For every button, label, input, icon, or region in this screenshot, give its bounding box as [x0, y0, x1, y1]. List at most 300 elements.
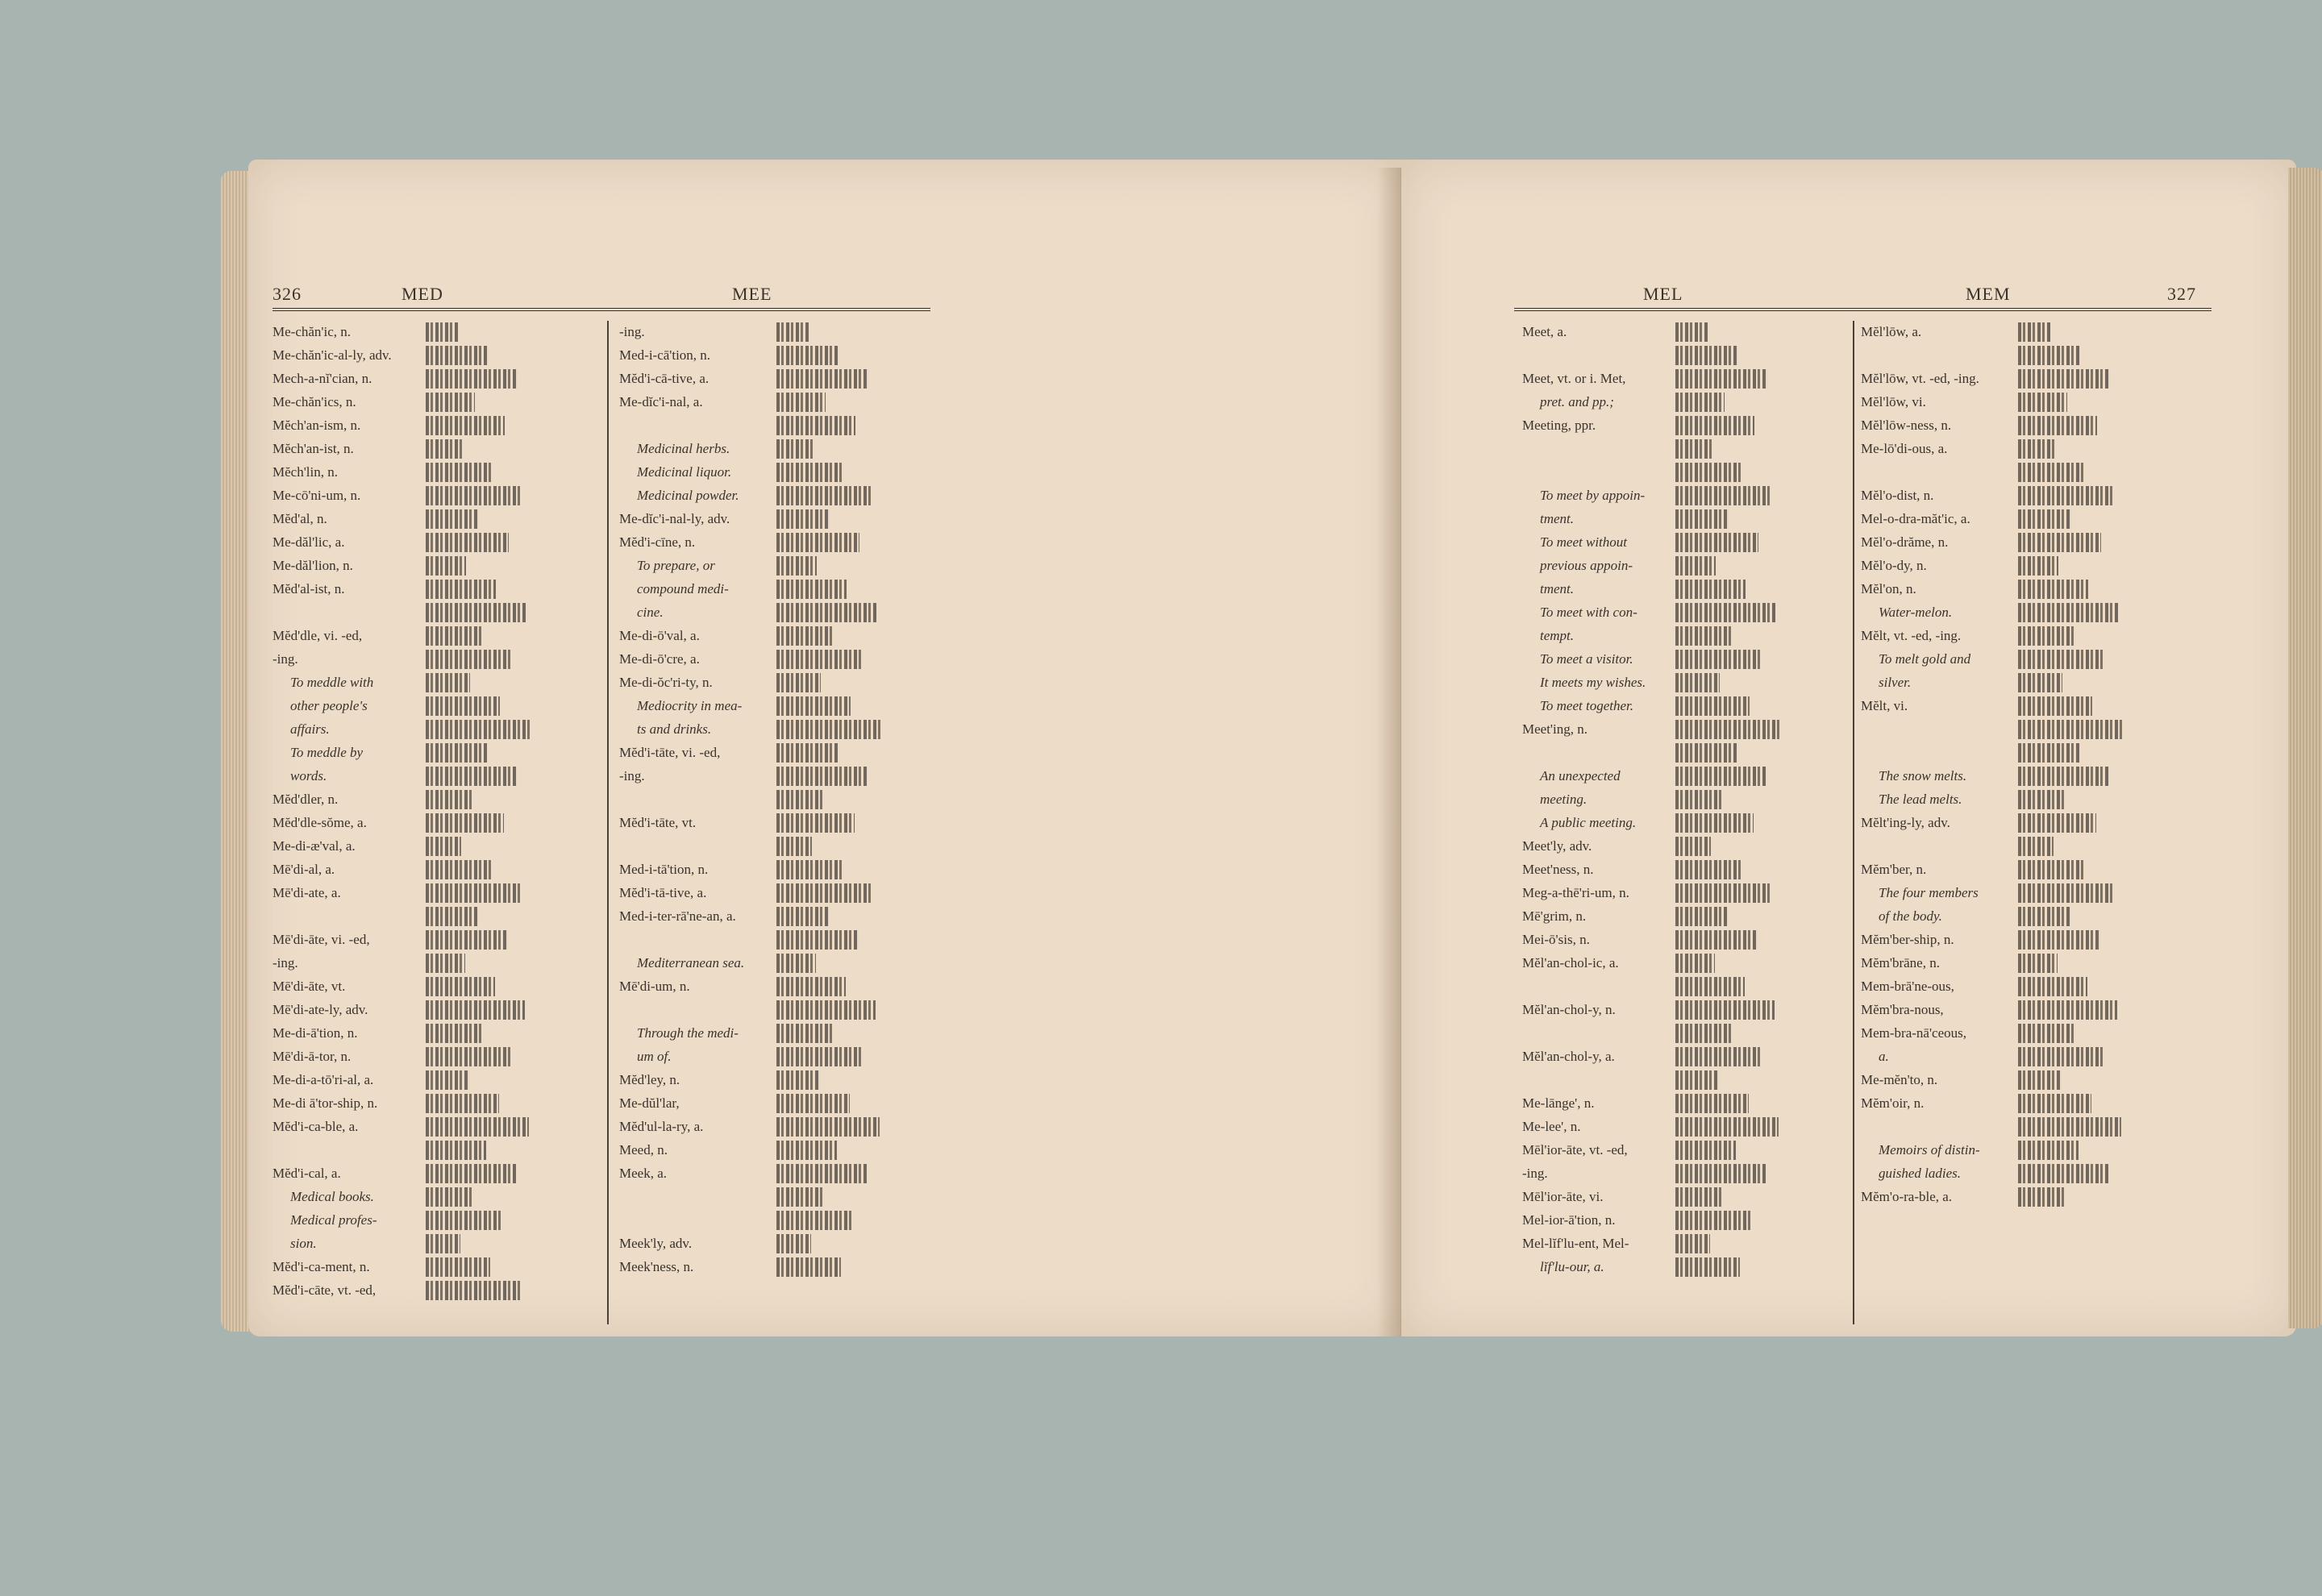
dictionary-entry — [619, 414, 950, 438]
left-page — [248, 160, 1401, 1336]
japanese-gloss — [1675, 533, 1758, 552]
dictionary-entry — [1522, 531, 1849, 555]
japanese-gloss — [1675, 977, 1745, 996]
dictionary-entry — [1522, 484, 1849, 508]
japanese-gloss — [2018, 813, 2096, 833]
entry-headword: Mediocrity in mea- — [637, 698, 743, 713]
entry-headword: Mē'di-āte, vt. — [273, 979, 346, 994]
open-book — [216, 160, 2196, 1345]
japanese-gloss — [1675, 696, 1750, 716]
dictionary-entry — [273, 484, 603, 508]
entry-headword: silver. — [1879, 675, 1912, 690]
entry-headword: Me-di-ō'cre, a. — [619, 651, 700, 667]
dictionary-entry — [1522, 1162, 1849, 1186]
entry-headword: of the body. — [1879, 908, 1942, 924]
japanese-gloss — [1675, 743, 1737, 763]
entry-headword: Mĕd'i-ca-ment, n. — [273, 1259, 370, 1274]
entry-headword: Med-i-ter-rā'ne-an, a. — [619, 908, 736, 924]
japanese-gloss — [1675, 1234, 1710, 1253]
entry-headword: Meet'ness, n. — [1522, 862, 1594, 877]
dictionary-entry — [619, 1116, 950, 1139]
japanese-gloss — [776, 743, 838, 763]
japanese-gloss — [426, 416, 505, 435]
japanese-gloss — [426, 580, 496, 599]
entry-headword: Medicinal powder. — [637, 488, 739, 503]
entry-headword: Mĕm'bra-nous, — [1861, 1002, 1944, 1017]
dictionary-entry — [273, 718, 603, 742]
dictionary-entry — [273, 321, 603, 344]
dictionary-entry — [273, 812, 603, 835]
dictionary-entry — [273, 625, 603, 648]
japanese-gloss — [776, 1094, 850, 1113]
entry-headword: Meek, a. — [619, 1166, 668, 1181]
dictionary-entry — [619, 975, 950, 999]
entry-headword: -ing. — [619, 768, 645, 783]
entry-headword: Me-dĭc'i-nal-ly, adv. — [619, 511, 730, 526]
japanese-gloss — [776, 603, 876, 622]
japanese-gloss — [426, 837, 461, 856]
entry-headword: Mĕl'on, n. — [1861, 581, 1916, 596]
entry-headword: Mĕl'lōw, vt. -ed, -ing. — [1861, 371, 1979, 386]
entry-headword: Mel-lĭf'lu-ent, Mel- — [1522, 1236, 1629, 1251]
entry-headword: An unexpected — [1540, 768, 1621, 783]
entry-headword: Meeting, ppr. — [1522, 418, 1596, 433]
dictionary-entry — [1522, 578, 1849, 601]
japanese-gloss — [1675, 463, 1742, 482]
dictionary-entry — [273, 531, 603, 555]
entry-headword: Meet'ing, n. — [1522, 721, 1588, 737]
japanese-gloss — [426, 1047, 512, 1066]
japanese-gloss — [426, 1070, 469, 1090]
entry-headword: Mel-ior-ā'tion, n. — [1522, 1212, 1616, 1228]
entry-headword: Mĕm'oir, n. — [1861, 1095, 1925, 1111]
entry-headword: Mel-o-dra-măt'ic, a. — [1861, 511, 1970, 526]
dictionary-entry — [273, 999, 603, 1022]
entry-headword: Mĕd'i-cal, a. — [273, 1166, 341, 1181]
dictionary-entry — [619, 484, 950, 508]
japanese-gloss — [776, 346, 838, 365]
dictionary-entry — [273, 1116, 603, 1139]
japanese-gloss — [776, 930, 859, 950]
japanese-gloss — [776, 977, 846, 996]
entry-headword: Mĕd'i-cīne, n. — [619, 534, 696, 550]
dictionary-entry — [1861, 742, 2187, 765]
dictionary-entry — [619, 742, 950, 765]
dictionary-entry — [273, 1092, 603, 1116]
dictionary-entry — [1861, 999, 2187, 1022]
entry-headword: Mĕm'o-ra-ble, a. — [1861, 1189, 1953, 1204]
japanese-gloss — [426, 1281, 520, 1300]
dictionary-entry — [619, 1256, 950, 1279]
dictionary-entry — [1522, 625, 1849, 648]
japanese-gloss — [426, 1211, 503, 1230]
entry-headword: Memoirs of distin- — [1879, 1142, 1980, 1158]
entry-headword: Medicinal liquor. — [637, 464, 732, 480]
japanese-gloss — [2018, 1094, 2091, 1113]
japanese-gloss — [1675, 1117, 1779, 1137]
dictionary-entry — [1522, 788, 1849, 812]
entry-headword: Mĕl'o-dy, n. — [1861, 558, 1927, 573]
dictionary-entry — [619, 1209, 950, 1232]
dictionary-entry — [273, 368, 603, 391]
dictionary-entry — [1861, 1045, 2187, 1069]
japanese-gloss — [426, 720, 530, 739]
dictionary-entry — [1522, 414, 1849, 438]
dictionary-entry — [273, 1162, 603, 1186]
japanese-gloss — [2018, 369, 2110, 389]
dictionary-entry — [1861, 578, 2187, 601]
dictionary-entry — [619, 1162, 950, 1186]
japanese-gloss — [2018, 1187, 2066, 1207]
dictionary-entry — [1861, 414, 2187, 438]
dictionary-entry — [1861, 648, 2187, 671]
dictionary-entry — [1522, 1256, 1849, 1279]
dictionary-entry — [619, 1139, 950, 1162]
dictionary-entry — [1522, 1069, 1849, 1092]
japanese-gloss — [426, 1094, 499, 1113]
entry-headword: Mĕd'al, n. — [273, 511, 327, 526]
entry-headword: Mĕd'i-tā-tive, a. — [619, 885, 707, 900]
entry-headword: Mĕl'lōw, vi. — [1861, 394, 1926, 409]
dictionary-entry — [273, 1279, 603, 1303]
japanese-gloss — [426, 1234, 460, 1253]
dictionary-entry — [1522, 999, 1849, 1022]
japanese-gloss — [2018, 673, 2062, 692]
japanese-gloss — [1675, 509, 1729, 529]
entry-headword: other people's — [290, 698, 368, 713]
dictionary-entry — [273, 461, 603, 484]
japanese-gloss — [2018, 1070, 2062, 1090]
entry-headword: The snow melts. — [1879, 768, 1967, 783]
entry-headword: Mĕl'an-chol-ic, a. — [1522, 955, 1619, 970]
dictionary-entry — [1522, 905, 1849, 929]
entry-headword: Med-i-cā'tion, n. — [619, 347, 711, 363]
dictionary-entry — [273, 952, 603, 975]
japanese-gloss — [426, 556, 466, 576]
entry-headword: Mĕm'ber-ship, n. — [1861, 932, 1954, 947]
japanese-gloss — [426, 486, 522, 505]
dictionary-entry — [619, 812, 950, 835]
entry-headword: To meet with con- — [1540, 605, 1637, 620]
entry-headword: To meddle with — [290, 675, 374, 690]
dictionary-entry — [619, 321, 950, 344]
japanese-gloss — [2018, 720, 2122, 739]
japanese-gloss — [426, 790, 474, 809]
entry-headword: -ing. — [273, 651, 298, 667]
dictionary-entry — [273, 882, 603, 905]
dictionary-entry — [1522, 671, 1849, 695]
dictionary-entry — [1522, 1186, 1849, 1209]
dictionary-entry — [1522, 835, 1849, 858]
japanese-gloss — [776, 790, 825, 809]
entry-headword: Me-di-a-tō'ri-al, a. — [273, 1072, 374, 1087]
entry-headword: tment. — [1540, 511, 1575, 526]
japanese-gloss — [776, 813, 855, 833]
entry-headword: sion. — [290, 1236, 317, 1251]
japanese-gloss — [426, 696, 500, 716]
dictionary-entry — [273, 1186, 603, 1209]
entry-headword: Meed, n. — [619, 1142, 668, 1158]
japanese-gloss — [2018, 580, 2088, 599]
dictionary-entry — [1861, 1116, 2187, 1139]
entry-headword: Mĕl'o-dist, n. — [1861, 488, 1934, 503]
dictionary-entry — [1861, 321, 2187, 344]
dictionary-entry — [273, 929, 603, 952]
japanese-gloss — [1675, 954, 1715, 973]
entry-headword: Mĕlt'ing-ly, adv. — [1861, 815, 1950, 830]
dictionary-entry — [619, 788, 950, 812]
dictionary-entry — [273, 438, 603, 461]
entry-headword: Mĕlt, vt. -ed, -ing. — [1861, 628, 1962, 643]
japanese-gloss — [426, 1164, 516, 1183]
dictionary-entry — [1522, 742, 1849, 765]
dictionary-entry — [619, 1069, 950, 1092]
japanese-gloss — [426, 1024, 482, 1043]
dictionary-entry — [1861, 625, 2187, 648]
entry-headword: Mĕd'ul-la-ry, a. — [619, 1119, 704, 1134]
dictionary-entry — [273, 414, 603, 438]
japanese-gloss — [426, 1117, 529, 1137]
dictionary-entry — [1861, 484, 2187, 508]
dictionary-entry — [1522, 929, 1849, 952]
japanese-gloss — [2018, 393, 2067, 412]
japanese-gloss — [2018, 463, 2084, 482]
dictionary-entry — [619, 578, 950, 601]
japanese-gloss — [776, 883, 872, 903]
japanese-gloss — [776, 1141, 837, 1160]
entry-headword: pret. and pp.; — [1540, 394, 1614, 409]
dictionary-entry — [273, 1256, 603, 1279]
dictionary-entry — [1861, 1092, 2187, 1116]
entry-headword: Through the medi- — [637, 1025, 739, 1041]
entry-headword: Medical books. — [290, 1189, 374, 1204]
dictionary-entry — [273, 695, 603, 718]
dictionary-entry — [1522, 718, 1849, 742]
right-guide-word-1: MEL — [1643, 284, 1683, 304]
dictionary-entry — [619, 601, 950, 625]
dictionary-entry — [1522, 648, 1849, 671]
dictionary-entry — [1522, 368, 1849, 391]
japanese-gloss — [776, 463, 843, 482]
japanese-gloss — [2018, 907, 2070, 926]
japanese-gloss — [1675, 1257, 1740, 1277]
japanese-gloss — [2018, 650, 2105, 669]
entry-headword: To meet together. — [1540, 698, 1634, 713]
dictionary-entry — [1522, 321, 1849, 344]
entry-headword: tment. — [1540, 581, 1575, 596]
dictionary-entry — [1522, 695, 1849, 718]
japanese-gloss — [2018, 837, 2054, 856]
dictionary-entry — [273, 648, 603, 671]
japanese-gloss — [1675, 1187, 1723, 1207]
dictionary-entry — [1522, 1022, 1849, 1045]
column-rule — [607, 321, 609, 1324]
japanese-gloss — [1675, 883, 1771, 903]
japanese-gloss — [426, 673, 470, 692]
japanese-gloss — [2018, 1164, 2108, 1183]
japanese-gloss — [776, 1117, 880, 1137]
dictionary-entry — [1861, 1162, 2187, 1186]
entry-headword: compound medi- — [637, 581, 729, 596]
dictionary-entry — [1522, 391, 1849, 414]
japanese-gloss — [776, 1211, 854, 1230]
dictionary-entry — [1861, 858, 2187, 882]
dictionary-entry — [619, 999, 950, 1022]
japanese-gloss — [426, 743, 487, 763]
japanese-gloss — [776, 556, 817, 576]
entry-headword: Me-lee', n. — [1522, 1119, 1581, 1134]
japanese-gloss — [1675, 393, 1725, 412]
dictionary-entry — [619, 929, 950, 952]
entry-headword: Me-cō'ni-um, n. — [273, 488, 361, 503]
entry-headword: It meets my wishes. — [1540, 675, 1646, 690]
entry-headword: lĭf'lu-our, a. — [1540, 1259, 1604, 1274]
page-edges-right — [2288, 168, 2322, 1328]
japanese-gloss — [2018, 1024, 2074, 1043]
japanese-gloss — [2018, 767, 2109, 786]
japanese-gloss — [1675, 907, 1728, 926]
entry-headword: To prepare, or — [637, 558, 715, 573]
japanese-gloss — [1675, 416, 1754, 435]
japanese-gloss — [2018, 743, 2079, 763]
right-column-2 — [1861, 321, 2187, 1209]
dictionary-entry — [1522, 1092, 1849, 1116]
dictionary-entry — [619, 882, 950, 905]
japanese-gloss — [2018, 556, 2058, 576]
japanese-gloss — [776, 416, 855, 435]
japanese-gloss — [776, 1234, 811, 1253]
entry-headword: Mech-a-nĭ'cian, n. — [273, 371, 372, 386]
entry-headword: Mĕch'lin, n. — [273, 464, 338, 480]
dictionary-entry — [1522, 1045, 1849, 1069]
japanese-gloss — [1675, 556, 1716, 576]
entry-headword: Mediterranean sea. — [637, 955, 745, 970]
left-guide-word-1: MED — [402, 284, 443, 304]
entry-headword: words. — [290, 768, 327, 783]
entry-headword: Me-dĭc'i-nal, a. — [619, 394, 703, 409]
entry-headword: Mĕl'lōw-ness, n. — [1861, 418, 1952, 433]
japanese-gloss — [1675, 439, 1712, 459]
dictionary-entry — [273, 671, 603, 695]
dictionary-entry — [273, 344, 603, 368]
japanese-gloss — [426, 346, 488, 365]
dictionary-entry — [619, 671, 950, 695]
entry-headword: ts and drinks. — [637, 721, 712, 737]
entry-headword: Mē'grim, n. — [1522, 908, 1587, 924]
entry-headword: Me-dŭl'lar, — [619, 1095, 680, 1111]
right-running-head — [1514, 281, 2212, 311]
entry-headword: tempt. — [1540, 628, 1575, 643]
entry-headword: Meet'ly, adv. — [1522, 838, 1592, 854]
japanese-gloss — [426, 1257, 490, 1277]
dictionary-entry — [619, 531, 950, 555]
entry-headword: Mĕd'i-ca-ble, a. — [273, 1119, 359, 1134]
japanese-gloss — [1675, 650, 1762, 669]
entry-headword: Mēl'ior-āte, vi. — [1522, 1189, 1604, 1204]
japanese-gloss — [426, 603, 526, 622]
japanese-gloss — [2018, 1047, 2104, 1066]
japanese-gloss — [426, 883, 521, 903]
japanese-gloss — [776, 486, 872, 505]
entry-headword: Me-di-ō'val, a. — [619, 628, 700, 643]
entry-headword: Meg-a-thē'ri-um, n. — [1522, 885, 1629, 900]
entry-headword: Me-dăl'lion, n. — [273, 558, 353, 573]
entry-headword: To meet by appoin- — [1540, 488, 1646, 503]
dictionary-entry — [1861, 695, 2187, 718]
entry-headword: To meet a visitor. — [1540, 651, 1633, 667]
dictionary-entry — [1861, 671, 2187, 695]
japanese-gloss — [776, 954, 816, 973]
dictionary-entry — [1861, 1069, 2187, 1092]
entry-headword: Me-lō'di-ous, a. — [1861, 441, 1948, 456]
entry-headword: To meet without — [1540, 534, 1627, 550]
entry-headword: Meek'ly, adv. — [619, 1236, 693, 1251]
dictionary-entry — [1522, 344, 1849, 368]
japanese-gloss — [2018, 790, 2066, 809]
japanese-gloss — [1675, 603, 1775, 622]
japanese-gloss — [1675, 813, 1754, 833]
entry-headword: Mĕm'ber, n. — [1861, 862, 1927, 877]
entry-headword: A public meeting. — [1540, 815, 1637, 830]
entry-headword: Mē'di-ate, a. — [273, 885, 341, 900]
entry-headword: cine. — [637, 605, 664, 620]
entry-headword: Mē'di-al, a. — [273, 862, 335, 877]
dictionary-entry — [273, 975, 603, 999]
japanese-gloss — [2018, 1141, 2079, 1160]
entry-headword: Mĕch'an-ism, n. — [273, 418, 361, 433]
japanese-gloss — [1675, 930, 1758, 950]
japanese-gloss — [1675, 486, 1771, 505]
dictionary-entry — [273, 742, 603, 765]
dictionary-entry — [273, 1209, 603, 1232]
japanese-gloss — [1675, 626, 1733, 646]
japanese-gloss — [776, 369, 868, 389]
dictionary-entry — [1522, 1232, 1849, 1256]
dictionary-entry — [1522, 461, 1849, 484]
dictionary-entry — [273, 858, 603, 882]
japanese-gloss — [2018, 626, 2075, 646]
japanese-gloss — [776, 439, 813, 459]
dictionary-entry — [1522, 858, 1849, 882]
entry-headword: Mĕm'brāne, n. — [1861, 955, 1940, 970]
dictionary-entry — [273, 1022, 603, 1045]
right-guide-word-2: MEM — [1966, 284, 2011, 304]
entry-headword: Me-chăn'ic-al-ly, adv. — [273, 347, 392, 363]
entry-headword: To melt gold and — [1879, 651, 1971, 667]
japanese-gloss — [2018, 603, 2118, 622]
japanese-gloss — [426, 322, 458, 342]
dictionary-entry — [1861, 765, 2187, 788]
japanese-gloss — [2018, 977, 2087, 996]
dictionary-entry — [1861, 461, 2187, 484]
entry-headword: Mĕd'i-cā-tive, a. — [619, 371, 710, 386]
entry-headword: Mĕd'i-cāte, vt. -ed, — [273, 1282, 377, 1298]
entry-headword: guished ladies. — [1879, 1166, 1961, 1181]
entry-headword: Me-mĕn'to, n. — [1861, 1072, 1938, 1087]
japanese-gloss — [776, 626, 834, 646]
japanese-gloss — [2018, 860, 2083, 879]
dictionary-entry — [273, 555, 603, 578]
dictionary-entry — [1861, 531, 2187, 555]
japanese-gloss — [1675, 1000, 1775, 1020]
entry-headword: Mē'di-ā-tor, n. — [273, 1049, 352, 1064]
dictionary-entry — [619, 1232, 950, 1256]
japanese-gloss — [1675, 1094, 1749, 1113]
dictionary-entry — [1861, 368, 2187, 391]
entry-headword: Me-di-ŏc'ri-ty, n. — [619, 675, 713, 690]
japanese-gloss — [776, 393, 826, 412]
japanese-gloss — [1675, 1047, 1762, 1066]
